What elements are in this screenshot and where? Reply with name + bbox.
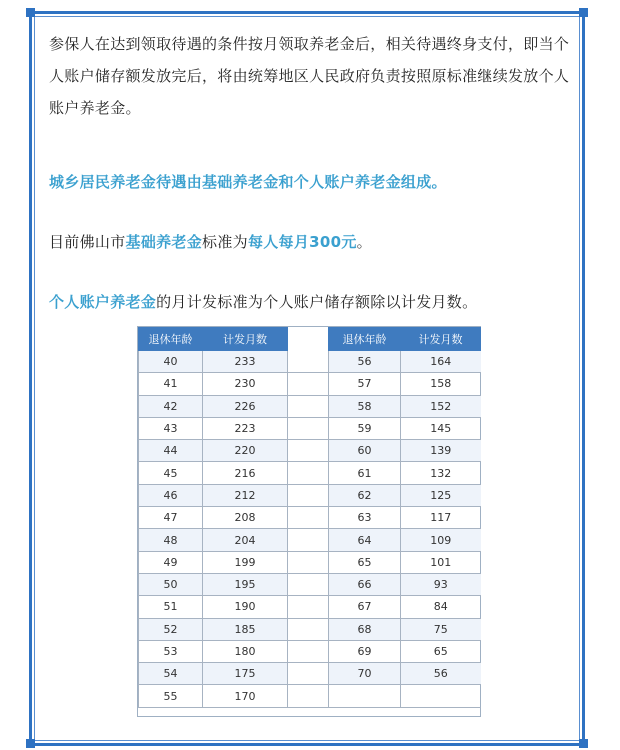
cell-payout-months: 101 [401, 551, 481, 573]
cell-gap [288, 573, 329, 595]
text-segment: 。 [356, 233, 372, 251]
table-row [139, 551, 481, 573]
cell-payout-months: 132 [401, 462, 481, 484]
cell-retire-age: 61 [329, 462, 401, 484]
paragraph-personal-account [49, 286, 477, 318]
cell-gap [288, 395, 329, 417]
cell-payout-months: 109 [401, 529, 481, 551]
cell-payout-months: 204 [203, 529, 288, 551]
table-row [139, 440, 481, 462]
table-row [139, 529, 481, 551]
cell-retire-age: 41 [139, 373, 203, 395]
text-segment: 标准为 [202, 233, 248, 251]
cell-payout-months: 164 [401, 351, 481, 373]
cell-retire-age: 46 [139, 484, 203, 506]
header-retire-age-left: 退休年龄 [139, 328, 203, 351]
cell-gap [288, 596, 329, 618]
table-row [139, 618, 481, 640]
cell-payout-months: 185 [203, 618, 288, 640]
corner-top-right [579, 8, 588, 17]
cell-payout-months: 158 [401, 373, 481, 395]
cell-payout-months: 56 [401, 663, 481, 685]
cell-retire-age: 42 [139, 395, 203, 417]
cell-retire-age: 69 [329, 640, 401, 662]
cell-retire-age: 51 [139, 596, 203, 618]
cell-payout-months: 226 [203, 395, 288, 417]
table-row [139, 462, 481, 484]
cell-retire-age: 43 [139, 417, 203, 439]
cell-payout-months: 212 [203, 484, 288, 506]
cell-payout-months: 75 [401, 618, 481, 640]
cell-gap [288, 417, 329, 439]
cell-retire-age: 70 [329, 663, 401, 685]
paragraph-pension-composition: 城乡居民养老金待遇由基础养老金和个人账户养老金组成。 [49, 173, 447, 191]
cell-gap [288, 685, 329, 707]
cell-payout-months: 216 [203, 462, 288, 484]
cell-gap [288, 373, 329, 395]
paragraph-foshan-standard [49, 226, 372, 258]
cell-payout-months: 145 [401, 417, 481, 439]
highlight-personal-account-pension: 个人账户养老金 [49, 293, 157, 311]
cell-retire-age: 45 [139, 462, 203, 484]
header-retire-age-right: 退休年龄 [329, 328, 401, 351]
cell-retire-age [329, 685, 401, 707]
cell-retire-age: 64 [329, 529, 401, 551]
cell-payout-months: 139 [401, 440, 481, 462]
cell-retire-age: 63 [329, 507, 401, 529]
text-segment: 的月计发标准为个人账户储存额除以计发月数。 [156, 293, 478, 311]
cell-gap [288, 507, 329, 529]
header-payout-months-right: 计发月数 [401, 328, 481, 351]
cell-retire-age: 44 [139, 440, 203, 462]
cell-retire-age: 50 [139, 573, 203, 595]
cell-payout-months: 199 [203, 551, 288, 573]
table-row [139, 507, 481, 529]
table-body [139, 351, 481, 708]
cell-gap [288, 551, 329, 573]
cell-payout-months: 175 [203, 663, 288, 685]
cell-gap [288, 462, 329, 484]
table-row [139, 640, 481, 662]
table-row [139, 373, 481, 395]
cell-retire-age: 47 [139, 507, 203, 529]
corner-top-left [26, 8, 35, 17]
payout-months-table [137, 326, 481, 717]
table-row [139, 573, 481, 595]
header-gap [288, 328, 329, 351]
cell-payout-months: 233 [203, 351, 288, 373]
cell-retire-age: 66 [329, 573, 401, 595]
cell-gap [288, 484, 329, 506]
cell-retire-age: 52 [139, 618, 203, 640]
text-segment: 目前佛山市 [49, 233, 126, 251]
cell-payout-months: 190 [203, 596, 288, 618]
cell-payout-months: 152 [401, 395, 481, 417]
cell-payout-months: 125 [401, 484, 481, 506]
cell-payout-months: 230 [203, 373, 288, 395]
cell-gap [288, 529, 329, 551]
cell-payout-months: 117 [401, 507, 481, 529]
table-row [139, 395, 481, 417]
corner-bottom-right [579, 739, 588, 748]
cell-retire-age: 58 [329, 395, 401, 417]
cell-retire-age: 53 [139, 640, 203, 662]
cell-gap [288, 663, 329, 685]
cell-retire-age: 49 [139, 551, 203, 573]
highlight-basic-pension: 基础养老金 [125, 233, 203, 251]
cell-retire-age: 48 [139, 529, 203, 551]
table-row [139, 484, 481, 506]
cell-payout-months: 84 [401, 596, 481, 618]
cell-retire-age: 59 [329, 417, 401, 439]
table-row [139, 417, 481, 439]
table-row [139, 685, 481, 707]
cell-gap [288, 640, 329, 662]
cell-payout-months: 93 [401, 573, 481, 595]
cell-payout-months: 220 [203, 440, 288, 462]
cell-retire-age: 68 [329, 618, 401, 640]
cell-payout-months: 170 [203, 685, 288, 707]
cell-retire-age: 54 [139, 663, 203, 685]
cell-retire-age: 56 [329, 351, 401, 373]
table-header-row [139, 328, 481, 351]
cell-payout-months: 195 [203, 573, 288, 595]
cell-retire-age: 67 [329, 596, 401, 618]
corner-bottom-left [26, 739, 35, 748]
paragraph-pension-payment: 参保人在达到领取待遇的条件按月领取养老金后，相关待遇终身支付，即当个人账户储存额发放完后，将由统筹地区人民政府负责按照原标准继续发放个人账户养老金。 [49, 35, 570, 117]
table-row [139, 663, 481, 685]
cell-gap [288, 618, 329, 640]
cell-payout-months [401, 685, 481, 707]
highlight-monthly-amount: 每人每月300元 [247, 233, 357, 251]
cell-retire-age: 55 [139, 685, 203, 707]
cell-retire-age: 40 [139, 351, 203, 373]
cell-retire-age: 65 [329, 551, 401, 573]
cell-payout-months: 180 [203, 640, 288, 662]
cell-gap [288, 351, 329, 373]
table-row [139, 596, 481, 618]
cell-payout-months: 223 [203, 417, 288, 439]
cell-gap [288, 440, 329, 462]
cell-retire-age: 62 [329, 484, 401, 506]
table-row [139, 351, 481, 373]
cell-payout-months: 65 [401, 640, 481, 662]
cell-payout-months: 208 [203, 507, 288, 529]
cell-retire-age: 57 [329, 373, 401, 395]
cell-retire-age: 60 [329, 440, 401, 462]
header-payout-months-left: 计发月数 [203, 328, 288, 351]
